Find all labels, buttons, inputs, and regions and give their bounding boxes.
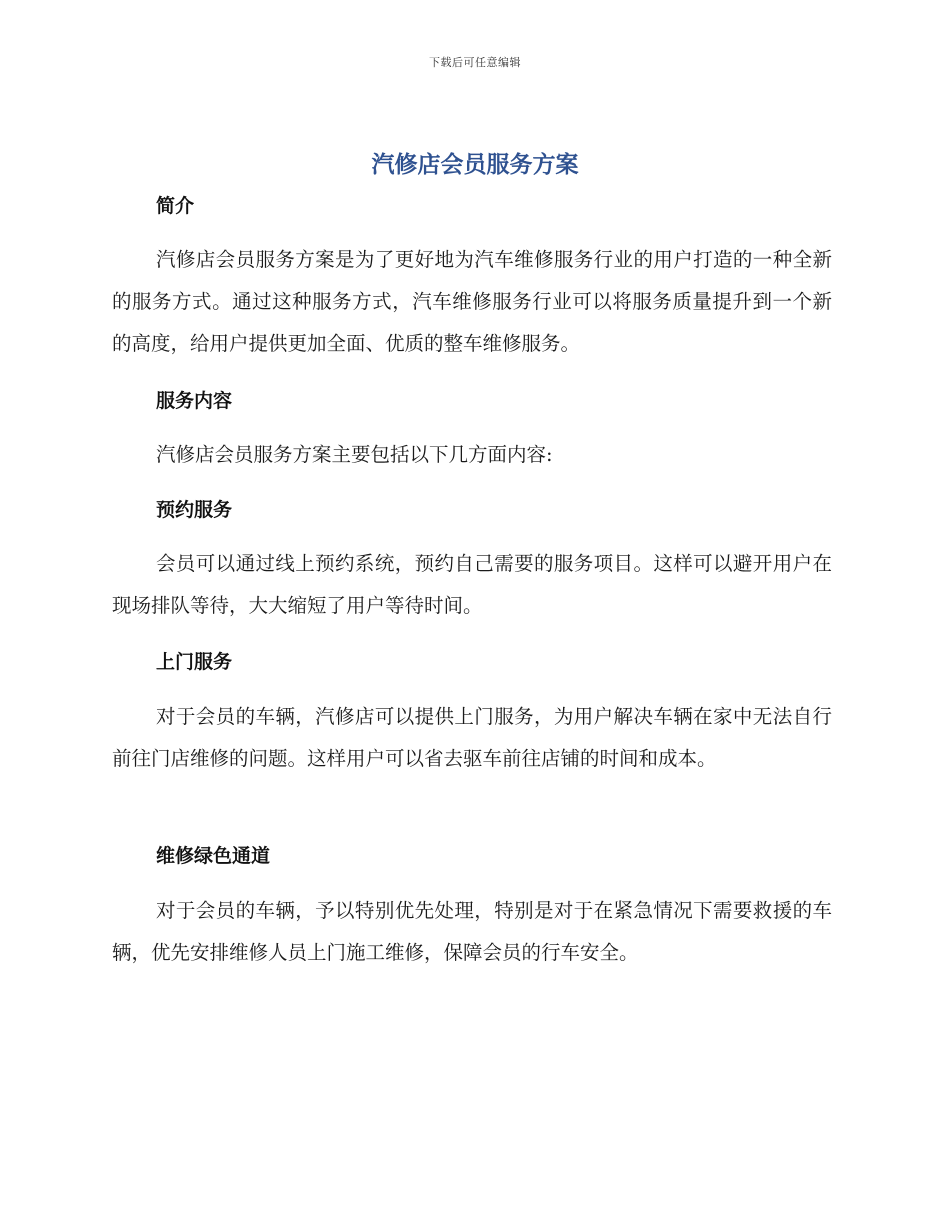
section-service-content [112, 388, 832, 414]
section-intro-body [112, 239, 832, 365]
paragraph-green-channel: 对于会员的车辆，予以特别优先处理，特别是对于在紧急情况下需要救援的车辆，优先安排维修人员上门施工维修，保障会员的行车安全。 [112, 899, 832, 964]
section-green-channel-body [112, 890, 832, 974]
section-home-service [112, 649, 832, 675]
header-note: 下载后可任意编辑 [429, 56, 521, 69]
paragraph-booking: 会员可以通过线上预约系统，预约自己需要的服务项目。这样可以避开用户在现场排队等待，大大缩短了用户等待时间。 [112, 552, 832, 617]
section-home-service-body [112, 696, 832, 780]
section-service-content-body [112, 434, 832, 476]
section-booking-body [112, 543, 832, 627]
section-green-channel [112, 843, 832, 869]
section-heading-green-channel: 维修绿色通道 [156, 845, 271, 867]
section-heading-home-service: 上门服务 [156, 651, 233, 673]
section-heading-intro: 简介 [156, 195, 195, 217]
section-heading-service-content: 服务内容 [156, 390, 233, 412]
section-booking [112, 497, 832, 523]
section-intro [112, 193, 832, 219]
document-title: 汽修店会员服务方案 [371, 152, 579, 178]
section-heading-booking: 预约服务 [156, 499, 233, 521]
paragraph-intro: 汽修店会员服务方案是为了更好地为汽车维修服务行业的用户打造的一种全新的服务方式。通过这种服务方式，汽车维修服务行业可以将服务质量提升到一个新的高度，给用户提供更加全面、优质的整车维修服务。 [112, 248, 832, 355]
paragraph-home-service: 对于会员的车辆，汽修店可以提供上门服务，为用户解决车辆在家中无法自行前往门店维修的问题。这样用户可以省去驱车前往店铺的时间和成本。 [112, 705, 832, 770]
paragraph-service-content: 汽修店会员服务方案主要包括以下几方面内容: [156, 443, 553, 466]
